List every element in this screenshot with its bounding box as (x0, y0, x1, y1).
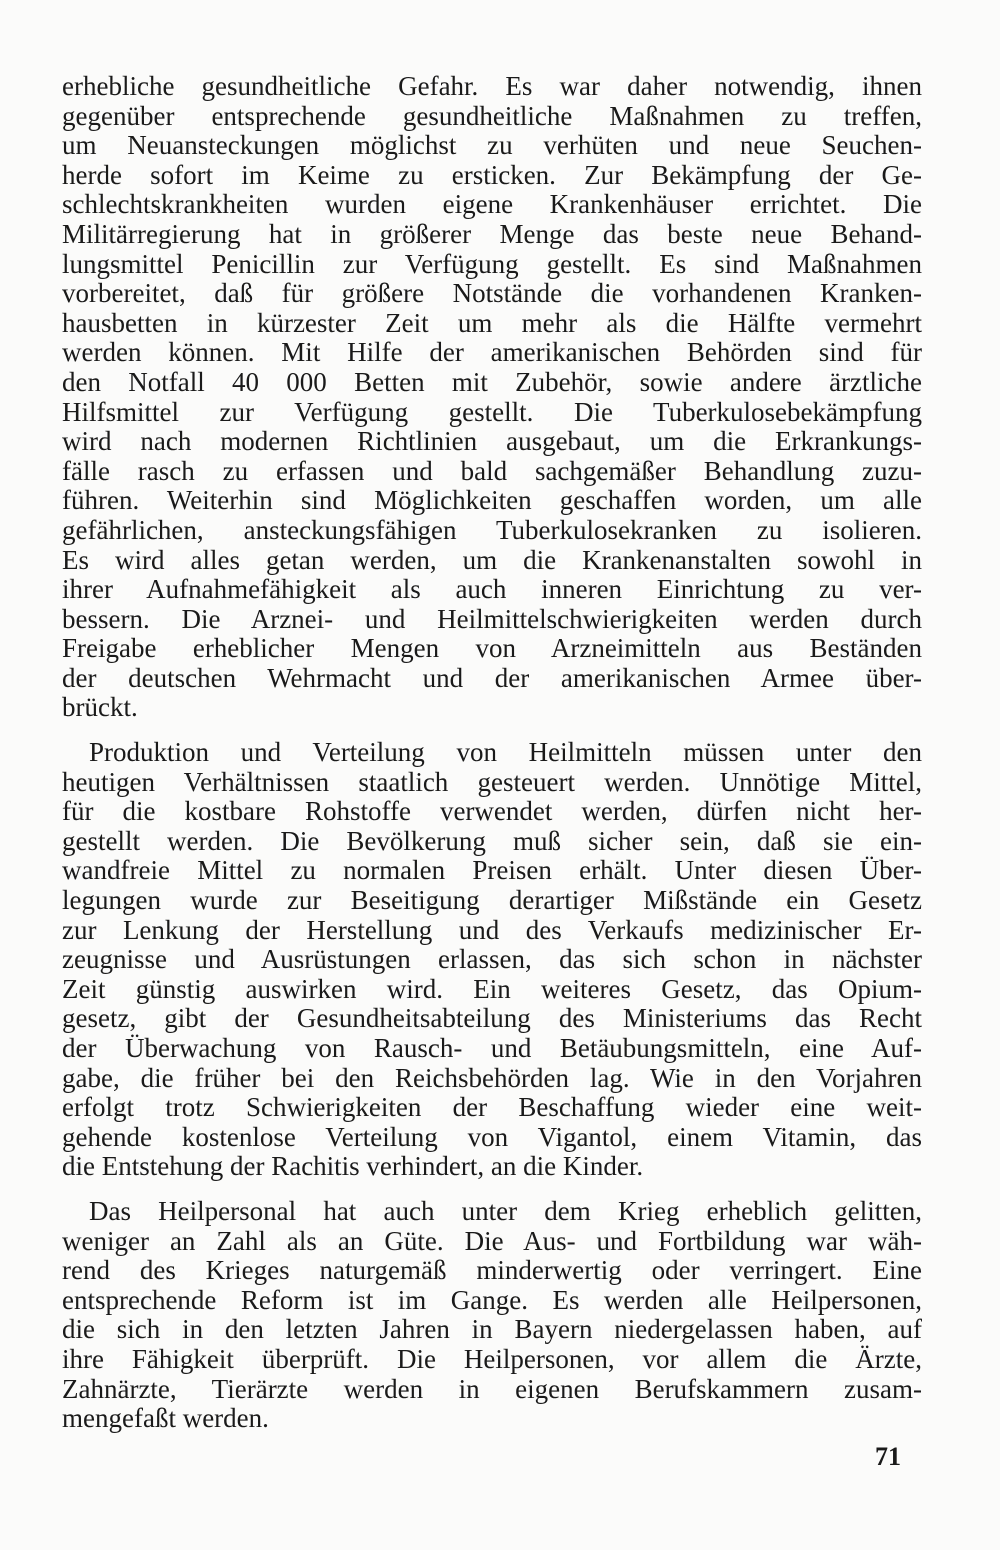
paragraph-spacer (62, 1182, 922, 1197)
text-line: gesetz, gibt der Gesundheitsabteilung des Ministeriums das Recht (62, 1003, 922, 1034)
text-line: erhebliche gesundheitliche Gefahr. Es war daher notwendig, ihnen (62, 71, 922, 101)
text-line: erfolgt trotz Schwierigkeiten der Beschaffung wieder eine weit- (62, 1092, 922, 1123)
paragraph-2 (62, 738, 922, 1182)
text-line: ihrer Aufnahmefähigkeit als auch inneren Einrichtung zu ver- (62, 574, 922, 605)
text-line: gehende kostenlose Verteilung von Vigantol, einem Vitamin, das (62, 1121, 922, 1152)
text-line: vorbereitet, daß für größere Notstände die vorhandenen Kranken- (62, 278, 922, 309)
text-line: bessern. Die Arznei- und Heilmittelschwierigkeiten werden durch (62, 603, 922, 634)
text-line: legungen wurde zur Beseitigung derartiger Mißstände ein Gesetz (62, 885, 922, 916)
body-text (62, 72, 922, 1434)
text-line: hausbetten in kürzester Zeit um mehr als die Hälfte vermehrt (62, 307, 922, 338)
text-line: heutigen Verhältnissen staatlich gesteuert werden. Unnötige Mittel, (62, 766, 922, 797)
text-line: Freigabe erheblicher Mengen von Arzneimitteln aus Beständen (62, 633, 922, 664)
text-line: gestellt werden. Die Bevölkerung muß sicher sein, daß sie ein- (62, 825, 922, 856)
text-line: die sich in den letzten Jahren in Bayern niedergelassen haben, auf (62, 1314, 922, 1345)
paragraph-3 (62, 1197, 922, 1434)
text-line: rend des Krieges naturgemäß minderwertig oder verringert. Eine (62, 1255, 922, 1286)
text-line: gabe, die früher bei den Reichsbehörden lag. Wie in den Vorjahren (62, 1062, 922, 1093)
text-line: zur Lenkung der Herstellung und des Verkaufs medizinischer Er- (62, 914, 922, 945)
text-line: Produktion und Verteilung von Heilmitteln müssen unter den (89, 737, 922, 768)
text-line: fälle rasch zu erfassen und bald sachgemäßer Behandlung zuzu- (62, 455, 922, 486)
text-line: werden können. Mit Hilfe der amerikanischen Behörden sind für (62, 337, 922, 368)
page-number: 71 (875, 1442, 901, 1471)
text-line: der Überwachung von Rausch- und Betäubungsmitteln, eine Auf- (62, 1033, 922, 1063)
text-line: brückt. (62, 692, 138, 723)
paragraph-spacer (62, 723, 922, 738)
text-line: Zahnärzte, Tierärzte werden in eigenen Berufskammern zusam- (62, 1373, 922, 1404)
text-line: Das Heilpersonal hat auch unter dem Krieg erheblich gelitten, (89, 1195, 922, 1226)
text-line: Militärregierung hat in größerer Menge das beste neue Behand- (62, 218, 922, 249)
paragraph-1 (62, 72, 922, 723)
text-line: der deutschen Wehrmacht und der amerikanischen Armee über- (62, 662, 922, 693)
text-line: schlechtskrankheiten wurden eigene Krankenhäuser errichtet. Die (62, 189, 922, 220)
text-line: die Entstehung der Rachitis verhindert, an die Kinder. (62, 1151, 644, 1182)
text-line: lungsmittel Penicillin zur Verfügung gestellt. Es sind Maßnahmen (62, 248, 922, 279)
text-line: Hilfsmittel zur Verfügung gestellt. Die Tuberkulosebekämpfung (62, 396, 922, 427)
text-line: Es wird alles getan werden, um die Krankenanstalten sowohl in (62, 544, 922, 575)
text-line: gegenüber entsprechende gesundheitliche Maßnahmen zu treffen, (62, 100, 922, 131)
text-line: herde sofort im Keime zu ersticken. Zur Bekämpfung der Ge- (62, 159, 922, 190)
text-line: entsprechende Reform ist im Gange. Es werden alle Heilpersonen, (62, 1284, 922, 1315)
text-line: mengefaßt werden. (62, 1403, 269, 1434)
text-line: weniger an Zahl als an Güte. Die Aus- und Fortbildung war wäh- (62, 1225, 922, 1256)
text-line: wandfreie Mittel zu normalen Preisen erhält. Unter diesen Über- (62, 855, 922, 886)
text-line: wird nach modernen Richtlinien ausgebaut, um die Erkrankungs- (62, 426, 922, 457)
text-line: führen. Weiterhin sind Möglichkeiten geschaffen worden, um alle (62, 485, 922, 516)
text-line: ihre Fähigkeit überprüft. Die Heilpersonen, vor allem die Ärzte, (62, 1343, 922, 1374)
text-line: zeugnisse und Ausrüstungen erlassen, das sich schon in nächster (62, 944, 922, 975)
text-line: Zeit günstig auswirken wird. Ein weiteres Gesetz, das Opium- (62, 973, 922, 1004)
text-line: für die kostbare Rohstoffe verwendet werden, dürfen nicht her- (62, 796, 922, 827)
text-line: um Neuansteckungen möglichst zu verhüten und neue Seuchen- (62, 130, 922, 161)
text-line: gefährlichen, ansteckungsfähigen Tuberkulosekranken zu isolieren. (62, 514, 922, 545)
text-line: den Notfall 40 000 Betten mit Zubehör, sowie andere ärztliche (62, 366, 922, 397)
